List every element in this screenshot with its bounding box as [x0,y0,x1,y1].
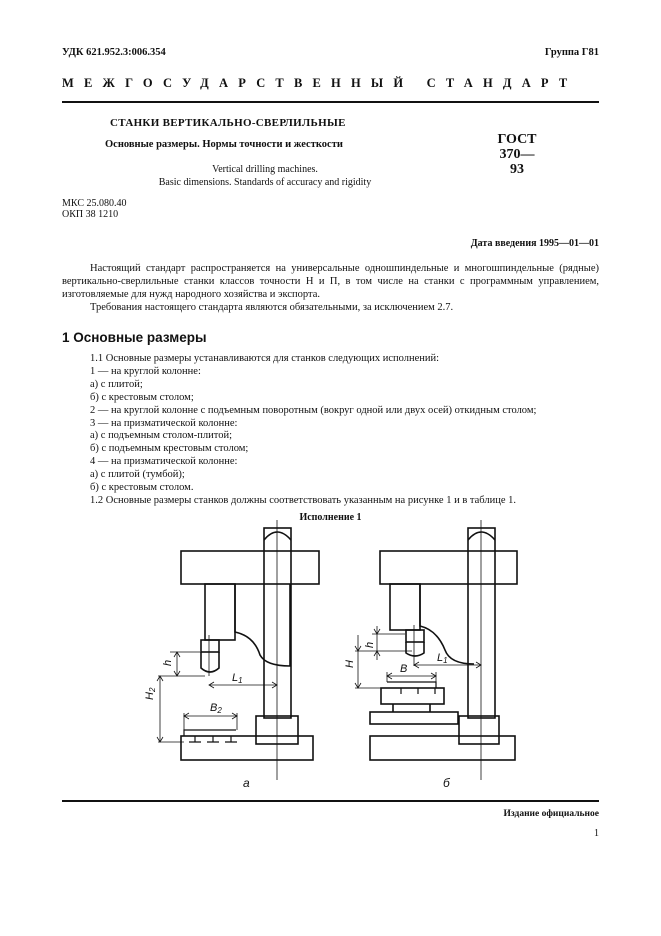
dim-H-label: H [344,660,356,668]
list-item: б) с крестовым столом; [90,391,194,403]
figure-b-drawing [370,528,517,760]
list-item: а) с плитой; [90,378,143,390]
list-item: 2 — на круглой колонне с подъемным поворотным (вокруг одной или двух осей) откидным столом; [90,404,537,416]
dim-H2-letter: H [144,692,156,700]
list-item: а) с подъемным столом-плитой; [90,430,233,442]
dim-h-label-b: h [364,641,376,648]
gost-code: 370—93 [499,147,535,177]
dim-L1-letter: L [232,672,239,684]
title-english [140,163,390,189]
mks-code: МКС 25.080.40 [62,198,127,209]
dim-H2-sub: 2 [148,687,157,693]
figure-b-dimensions [355,626,481,688]
dim-L1b-letter: L [437,652,444,664]
effective-date: Дата введения 1995—01—01 [470,238,599,249]
classification-codes [62,198,126,220]
figure-a-drawing [181,528,319,760]
list-item: б) с крестовым столом. [90,482,194,494]
title-english-line1: Vertical drilling machines. [212,164,318,175]
dim-B2-sub: 2 [217,706,222,715]
okp-code: ОКП 38 1210 [62,209,119,220]
standard-banner: МЕЖГОСУДАРСТВЕННЫЙ СТАНДАРТ [62,76,578,90]
dim-L1-sub: 1 [238,676,243,685]
list-item: 1.2 Основные размеры станков должны соответствовать указанным на рисунке 1 и в таблице 1. [90,494,517,506]
section-list [62,353,599,508]
dim-L1b-sub: 1 [443,656,448,665]
intro-paragraph-2: Требования настоящего стандарта являются обязательными, за исключением 2.7. [90,302,454,313]
page-number: 1 [594,828,599,839]
dim-B-label: B [400,663,408,675]
list-item: 1.1 Основные размеры устанавливаются для станков следующих исполнений: [90,353,440,364]
udk-code: УДК 621.952.3:006.354 [62,47,166,58]
dim-B2-letter: B [210,702,218,714]
list-item: а) с плитой (тумбой); [90,469,185,481]
gost-label: ГОСТ [497,132,537,147]
list-item: 3 — на призматической колонне: [90,417,238,429]
dim-h-label: h [162,659,174,666]
dim-L1-label-b [437,652,448,665]
gost-number [493,132,541,177]
figure-a-centerlines [209,520,277,780]
figure-label-a: а [243,776,250,790]
group-code: Группа Г81 [544,47,599,58]
dim-L1-label [232,672,243,685]
list-item: 4 — на призматической колонне: [90,456,238,468]
figure-a-dimensions [157,652,277,742]
edition-note: Издание официальное [503,809,599,819]
figure-caption: Исполнение 1 [299,512,362,523]
section-heading: 1 Основные размеры [62,330,207,345]
title-english-line2: Basic dimensions. Standards of accuracy and rigidity [158,177,372,188]
dim-B2-label [210,702,222,715]
dim-H2-label [144,687,157,700]
figure-b-centerlines [414,520,481,780]
intro-paragraph: Настоящий стандарт распространяется на универсальные одношпиндельные и многошпиндельные (рядные) вертикально-сверлильные станки классов точности Н и П, в том числе на станки с программным управлением, изготовляемые для нужд народного хозяйства и экспорта. [62,263,599,300]
title-subtitle: Основные размеры. Нормы точности и жесткости [105,139,343,150]
list-item: 1 — на круглой колонне: [90,365,201,377]
figure-label-b: б [443,776,450,790]
bottom-rule [62,800,599,802]
top-rule [62,101,599,103]
title-main: СТАНКИ ВЕРТИКАЛЬНО-СВЕРЛИЛЬНЫЕ [110,117,346,129]
list-item: б) с подъемным крестовым столом; [90,443,249,455]
